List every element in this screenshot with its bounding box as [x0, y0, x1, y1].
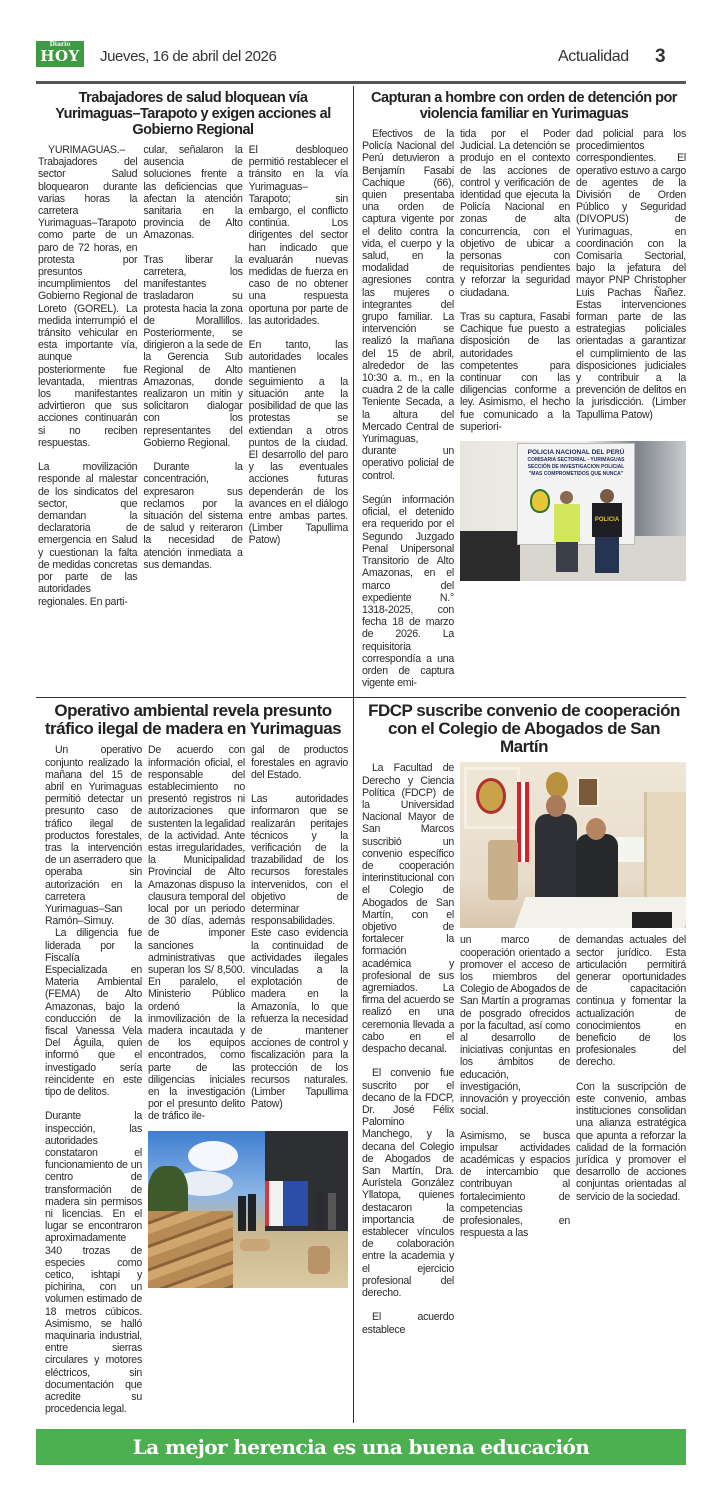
article-columns [148, 744, 348, 1122]
sign-line: COMISARIA SECTORIAL - YURIMAGUAS [527, 457, 625, 464]
officer-head [600, 489, 614, 503]
article-fdcp-agreement [353, 698, 686, 1423]
police-photo [460, 441, 686, 581]
article-column [362, 128, 454, 689]
police-crest [530, 489, 550, 513]
article-column [251, 744, 348, 1122]
paragraph: YURIMAGUAS.– Trabajadores del sector Salud bloquearon durante varias horas la carretera Yurimaguas–Tarapoto como parte de un paro de 72 horas, en protesta por presuntos incumplimientos del Gobierno Regional de Loreto (GOREL). La medida interrumpió el tránsito vehicular en esta importante vía, aunque posteriormente fue levantada, mientras los manifestantes advirtieron que sus acciones continuarán si no reciben respuestas. [38, 144, 138, 449]
article-headline: Operativo ambiental revela presunto tráfico ilegal de madera en Yurimaguas [44, 701, 342, 739]
cloud [188, 1141, 238, 1171]
paragraph: dad policial para los procedimientos correspondientes. El operativo estuvo a cargo de agentes de la División de Orden Público y Seguridad (DIVOPUS) de Yurimaguas, en coordinación con la Comisaría Sectorial, bajo la jefatura del mayor PNP Christopher Luis Pachas Ñañez. Estas intervenciones forman parte de las estrategias policiales orientadas a garantizar el cumplimiento de las disposiciones judiciales y contribuir a la prevención de delitos en la jurisdicción. (Limber Tapullima Patow) [576, 128, 687, 421]
detainee-head [560, 491, 573, 504]
article-columns [38, 744, 348, 1415]
article-subblock [460, 762, 686, 1336]
article-health-workers-blockade [36, 86, 353, 697]
section-name: Actualidad [558, 48, 629, 65]
officer-figure: POLICIA [592, 503, 622, 537]
header-rule [36, 81, 686, 84]
paragraph: El acuerdo establece [362, 1311, 454, 1336]
paragraph: Asimismo, se busca impulsar actividades académicas y espacios de intercambio que contribuyan al fortalecimiento de competencias profesionales, en respuesta a las [460, 1129, 570, 1240]
paragraph: Durante la inspección, las autoridades constataron el funcionamiento de un centro de transformación de madera sin permisos ni licencias. En el lugar se encontraron aproximadamente 340 trozas de especies como cetico, ishtapi y pichirina, con un volumen estimado de 18 metros cúbicos. Asimismo, se halló maquinaria industrial, entre sierras circulares y motores eléctricos, sin documentación que acredite su procedencia legal. [45, 1110, 142, 1416]
paragraph: Tras su captura, Fasabi Cachique fue puesto a disposición de las autoridades competentes para continuar con las diligencias conforme a ley. Asimismo, el hecho fue comunicado a la superiori- [460, 311, 570, 433]
paragraph: Según información oficial, el detenido era requerido por el Segundo Juzgado Penal Unipersonal Transitorio de Alto Amazonas, en el marco del expediente N.° 1318-2025, con fecha 18 de marzo de 2026. La requisitoria correspondía a una orden de captura vigente emi- [362, 494, 454, 690]
article-column [45, 744, 142, 1415]
article-subblock [148, 744, 348, 1415]
article-column [38, 144, 137, 608]
top-row [36, 86, 686, 698]
paragraph: gal de productos forestales en agravio del Estado. [251, 744, 348, 781]
article-column [460, 934, 570, 1239]
signing-photo [460, 762, 686, 928]
dean-woman-figure [576, 834, 618, 906]
paragraph: Tras liberar la carretera, los manifestantes trasladaron su protesta hacia la zona de Morallillos. Posteriormente, se dirigieron a la sede de la Gerencia Sub Regional de Alto Amazonas, donde realizaron un mitin y solicitaron dialogar con los representantes del Gobierno Regional. [143, 253, 243, 449]
paragraph: Con la suscripción de este convenio, ambas instituciones consolidan una alianza estratégica que apunta a reforzar la calidad de la formación jurídica y promover el desarrollo de acciones conjuntas orientadas al servicio de la sociedad. [576, 1080, 686, 1203]
timber-logs [148, 1211, 233, 1288]
peru-flag [517, 782, 529, 862]
article-column [576, 934, 686, 1239]
article-columns [362, 762, 686, 1336]
footer-banner: La mejor herencia es una buena educación [36, 1429, 686, 1465]
paragraph: La diligencia fue liderada por la Fiscalía Especializada en Materia Ambiental (FEMA) de Alto Amazonas, bajo la conducción de la fiscal Vanessa Vela Del Águila, quien informó que el investigado sería reincidente en este tipo de delitos. [45, 927, 142, 1099]
article-column [362, 762, 454, 1336]
article-column [148, 744, 245, 1122]
office-chair [488, 840, 518, 900]
article-arrest-yurimaguas [353, 86, 686, 697]
paragraph: El desbloqueo permitió restablecer el tránsito en la vía Yurimaguas–Tarapoto; sin embargo, el conflicto continúa. Los dirigentes del sector han indicado que evaluarán nuevas medidas de fuerza en caso de no obtener una respuesta oportuna por parte de las autoridades. [248, 144, 348, 327]
paragraph: cular, señalaron la ausencia de soluciones frente a las deficiencias que afectan la atención sanitaria en la provincia de Alto Amazonas. [143, 144, 243, 242]
article-column [576, 128, 686, 433]
page-body [36, 86, 686, 1495]
paragraph: tida por el Poder Judicial. La detención se produjo en el contexto de las acciones de control y verificación de identidad que ejecuta la Policía Nacional en zonas de alta concurrencia, con el objetivo de ubicar a personas con requisitorias pendientes y reforzar la seguridad ciudadana. [460, 128, 570, 299]
article-headline: Capturan a hombre con orden de detención por violencia familiar en Yurimaguas [371, 90, 677, 122]
article-columns [460, 128, 686, 433]
article-column [249, 144, 348, 608]
logo-big-text: HOY [40, 47, 80, 65]
sign-title: POLICIA NACIONAL DEL PERÚ [527, 449, 625, 457]
paragraph: Durante la concentración, expresaron sus reclamos por la situación del sistema de salud y reiteraron la necesidad de atención inmediata a sus demandas. [143, 461, 243, 571]
article-illegal-timber [36, 698, 353, 1423]
paragraph: De acuerdo con información oficial, el responsable del establecimiento no presentó registros ni autorizaciones que sustenten la legalidad de la actividad. Ante estas irregularidades, la Municipalidad Provincial de Alto Amazonas dispuso la clausura temporal del local por un periodo de 30 días, además de imponer sanciones administrativas que superan los S/ 8,500. En paralelo, el Ministerio Público ordenó la inmovilización de la madera incautada y de los equipos encontrados, como parte de las diligencias iniciales en la investigación por el presunto delito de tráfico ile- [148, 744, 245, 1123]
hoy-logo [36, 41, 84, 67]
issue-date: Jueves, 16 de abril del 2026 [100, 48, 277, 65]
sign-line: SECCIÓN DE INVESTIGACION POLICIAL [527, 464, 625, 471]
article-columns [362, 128, 686, 689]
article-columns [460, 934, 686, 1239]
article-columns [38, 144, 348, 608]
article-headline: FDCP suscribe convenio de cooperación con el Colegio de Abogados de San Martín [368, 701, 680, 757]
paragraph: Efectivos de la Policía Nacional del Perú detuvieron a Benjamín Fasabi Cachique (66), quien presentaba una orden de captura vigente por el delito contra la vida, el cuerpo y la salud, en la modalidad de agresiones contra las mujeres o integrantes del grupo familiar. La intervención se realizó la mañana del 15 de abril, alrededor de las 10:30 a. m., en la cuadra 2 de la calle Teniente Secada, a la altura del Mercado Central de Yurimaguas, durante un operativo policial de control. [362, 128, 454, 482]
paragraph: demandas actuales del sector jurídico. Esta articulación permitirá generar oportunidades de capacitación continua y fomentar la actualización de conocimientos en beneficio de los profesionales del derecho. [576, 934, 686, 1069]
timber-photo [148, 1131, 348, 1288]
bottom-row [36, 698, 686, 1423]
article-headline: Trabajadores de salud bloquean vía Yurimaguas–Tarapoto y exigen acciones al Gobierno Regional [55, 90, 331, 138]
paragraph: Las autoridades informaron que se realizarán peritajes técnicos y la verificación de la trazabilidad de los recursos forestales intervenidos, con el objetivo de determinar responsabilidades. Este caso evidencia la continuidad de actividades ilegales vinculadas a la explotación de madera en la Amazonía, lo que refuerza la necesidad de mantener acciones de control y fiscalización para la protección de los recursos naturales. (Limber Tapullima Patow) [251, 793, 348, 1111]
dean-figure [535, 814, 577, 909]
paragraph: un marco de cooperación orientado a promover el acceso de los miembros del Colegio de Abogados de San Martín a programas de posgrado ofrecidos por la facultad, así como al desarrollo de iniciativas conjuntas en los ámbitos de educación, investigación, innovación y proyección social. [460, 934, 570, 1118]
detainee-figure [554, 504, 580, 542]
paragraph: En tanto, las autoridades locales mantienen seguimiento a la situación ante la posibilidad de que las protestas se extiendan a otros puntos de la ciudad. El desarrollo del paro y las eventuales acciones futuras dependerán de los avances en el diálogo entre ambas partes. (Limber Tapullima Patow) [248, 339, 348, 547]
paragraph: El convenio fue suscrito por el decano de la FDCP, Dr. José Félix Palomino Manchego, y la decana del Colegio de Abogados de San Martín, Dra. Aurístela González Yllatopa, quienes destacaron la importancia de establecer vínculos de colaboración entre la academia y el ejercicio profesional del derecho. [362, 1067, 454, 1300]
article-subblock [460, 128, 686, 689]
sign-line: "MAS COMPROMETIDOS QUE NUNCA" [528, 471, 624, 478]
article-column [143, 144, 242, 608]
paragraph: La movilización responde al malestar de los sindicatos del sector, que demandan la declaratoria de emergencia en Salud y cuestionan la falta de medidas concretas por parte de las autoridades regionales. En parti- [38, 461, 138, 608]
article-column [460, 128, 570, 433]
logo-small-text: Diario [49, 41, 71, 48]
paragraph: La Facultad de Derecho y Ciencia Política (FDCP) de la Universidad Nacional Mayor de San Marcos suscribió un convenio específico de cooperación interinstitucional con el Colegio de Abogados de San Martín, con el objetivo de fortalecer la formación académica y profesional de sus agremiados. La firma del acuerdo se realizó en una ceremonia llevada a cabo en el despacho decanal. [362, 762, 454, 1055]
page-number: 3 [655, 46, 666, 67]
paragraph: Un operativo conjunto realizado la mañana del 15 de abril en Yurimaguas permitió detectar un presunto caso de tráfico ilegal de productos forestales, tras la intervención de un aserradero que operaba sin autorización en la carretera Yurimaguas–San Ramón–Simuy. [45, 744, 142, 928]
